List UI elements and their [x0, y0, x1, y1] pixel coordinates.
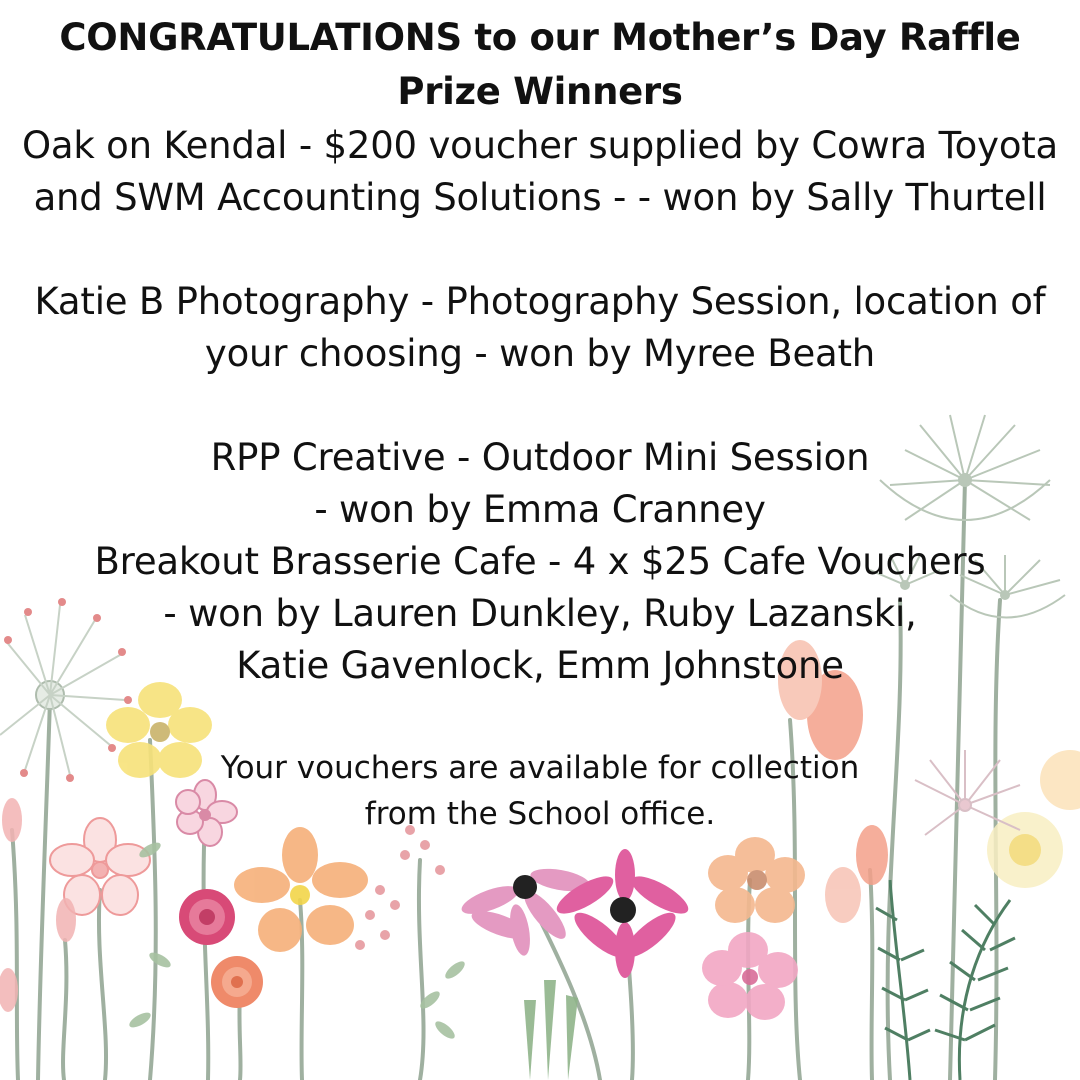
peach-daisy	[234, 827, 368, 952]
heading-line-1: CONGRATULATIONS to our Mother’s Day Raffle	[59, 16, 1021, 59]
prize-2-line-2: your choosing - won by Myree Beath	[204, 332, 876, 375]
prize-4-line-1: Breakout Brasserie Cafe - 4 x $25 Cafe Vouchers	[94, 540, 986, 583]
coral-rose	[211, 956, 263, 1008]
prize-3-line-2: - won by Emma Cranney	[314, 488, 766, 531]
prize-3-line-1: RPP Creative - Outdoor Mini Session	[210, 436, 870, 479]
prize-2-line-1: Katie B Photography - Photography Session, location of	[34, 280, 1046, 323]
heading-line-2: Prize Winners	[397, 70, 683, 113]
peach-flower-right	[708, 837, 805, 923]
prize-1-line-1: Oak on Kendal - $200 voucher supplied by Cowra Toyota	[21, 124, 1059, 167]
collection-note-line-1: Your vouchers are available for collection	[220, 750, 860, 786]
echinacea-right	[552, 849, 693, 978]
prize-1-line-2: and SWM Accounting Solutions - - won by Sally Thurtell	[33, 176, 1047, 219]
prize-4-line-3: Katie Gavenlock, Emm Johnstone	[236, 644, 844, 687]
magenta-rose	[179, 889, 235, 945]
pink-flower-right	[702, 932, 798, 1020]
collection-note-line-2: from the School office.	[364, 796, 716, 832]
berry-sprig	[355, 825, 445, 950]
prize-4-line-2: - won by Lauren Dunkley, Ruby Lazanski,	[163, 592, 917, 635]
